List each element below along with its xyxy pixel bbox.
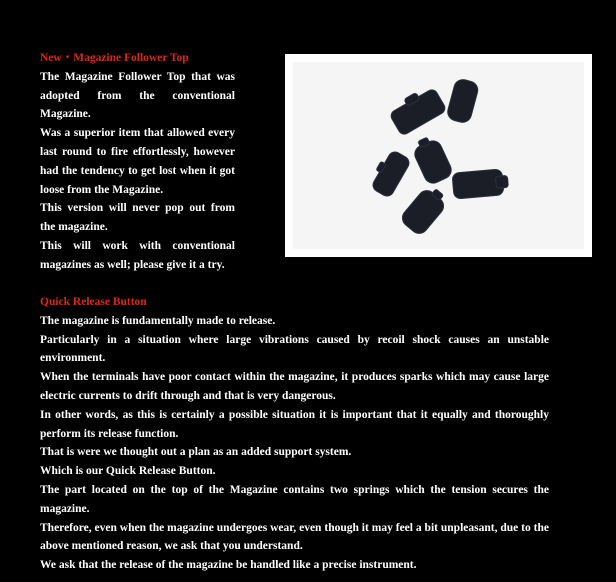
quick-release-paragraph: Which is our Quick Release Button.	[40, 465, 216, 478]
follower-top-paragraph: This will work with conventional magazines as well; please give it a try.	[40, 239, 235, 271]
quick-release-heading: Quick Release Button	[40, 296, 147, 308]
quick-release-paragraph: We ask that the release of the magazine be handled like a precise instrument.	[40, 559, 417, 572]
follower-top-section	[40, 49, 235, 275]
quick-release-paragraph: That is were we thought out a plan as an added support system.	[40, 446, 352, 459]
quick-release-paragraph: Therefore, even when the magazine undergoes wear, even though it may feel a bit unpleasant, due to the above mentioned reason, we ask that you understand.	[40, 521, 549, 553]
follower-top-heading: New・Magazine Follower Top	[40, 52, 189, 64]
quick-release-paragraph: Particularly in a situation where large vibrations caused by recoil shock causes an unstable environment.	[40, 333, 549, 365]
follower-top-paragraph: Was a superior item that allowed every last round to fire effortlessly, however had the tendency to get lost when it got loose from the Magazine.	[40, 127, 235, 196]
quick-release-paragraph: When the terminals have poor contact within the magazine, it produces sparks which may cause large electric currents to drift through and that is very dangerous.	[40, 371, 549, 402]
follower-tops-illustration	[293, 62, 584, 249]
product-photo	[285, 54, 592, 257]
follower-top-paragraph: The Magazine Follower Top that was adopted from the conventional Magazine.	[40, 70, 235, 121]
follower-top-paragraph: This version will never pop out from the magazine.	[40, 202, 235, 234]
quick-release-paragraph: The magazine is fundamentally made to release.	[40, 314, 276, 327]
quick-release-paragraph: In other words, as this is certainly a possible situation it is important that it equally and thoroughly perform its release function.	[40, 408, 549, 440]
quick-release-paragraph: The part located on the top of the Magazine contains two springs which the tension secures the magazine.	[40, 483, 549, 515]
product-photo-image	[293, 62, 584, 249]
quick-release-section	[40, 293, 549, 575]
